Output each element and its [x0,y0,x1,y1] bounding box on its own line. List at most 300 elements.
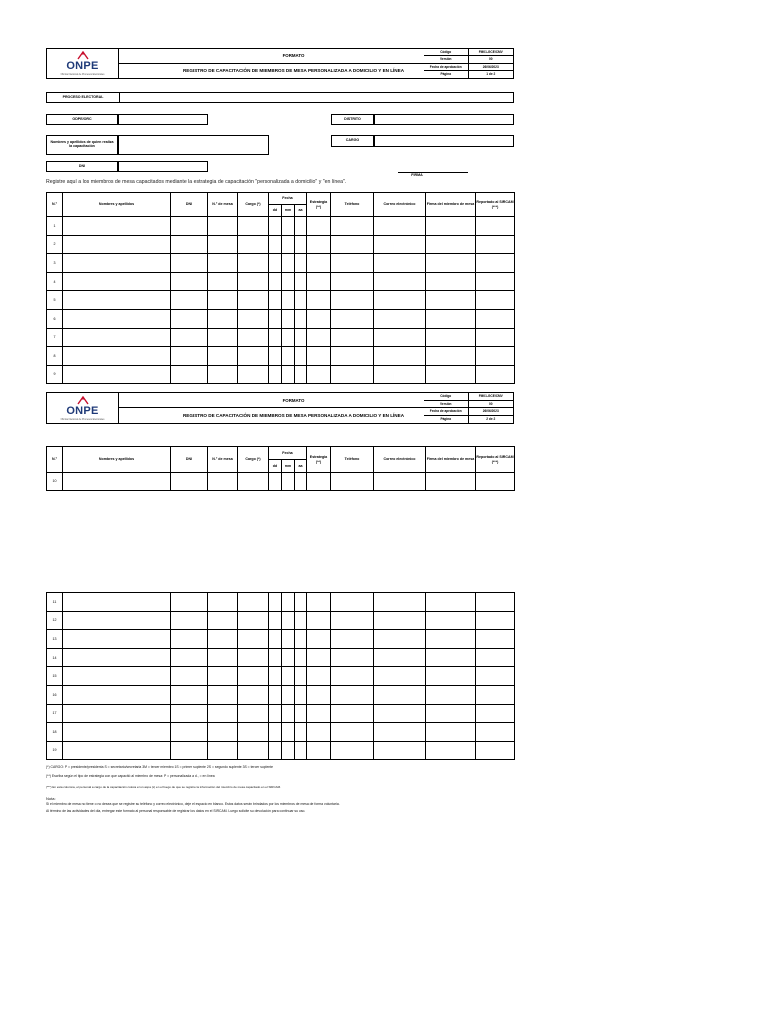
table-cell[interactable] [282,473,295,491]
table-cell[interactable] [238,741,269,760]
table-cell[interactable] [476,723,515,742]
table-cell[interactable] [295,685,307,704]
table-cell[interactable] [426,235,476,254]
table-cell[interactable] [238,291,269,310]
table-cell[interactable] [374,235,426,254]
title-cell [119,393,469,423]
table-cell[interactable] [171,611,208,630]
table-cell[interactable] [238,704,269,723]
table-cell[interactable] [307,328,331,347]
row-number: 16 [47,685,63,704]
table-cell[interactable] [426,685,476,704]
table-cell[interactable] [63,272,171,291]
table-cell[interactable] [374,593,426,612]
header-telefono: Teléfono [331,447,374,473]
meta-key: Versión [424,56,469,62]
table-cell[interactable] [374,365,426,384]
table-cell[interactable] [269,630,282,649]
table-cell[interactable] [282,685,295,704]
table-cell[interactable] [63,741,171,760]
table-cell[interactable] [171,685,208,704]
meta-key: Fecha de aprobación [424,408,469,415]
table-cell[interactable] [374,648,426,667]
table-cell[interactable] [426,365,476,384]
table-cell[interactable] [331,328,374,347]
table-cell[interactable] [63,347,171,366]
table-cell[interactable] [295,611,307,630]
table-cell[interactable] [426,254,476,273]
table-cell[interactable] [208,235,238,254]
table-cell[interactable] [63,217,171,236]
table-cell[interactable] [238,254,269,273]
table-cell[interactable] [171,741,208,760]
table-cell[interactable] [307,254,331,273]
table-cell[interactable] [374,254,426,273]
row-number: 1 [47,217,63,236]
table-cell[interactable] [426,291,476,310]
table-cell[interactable] [238,611,269,630]
table-cell[interactable] [269,667,282,686]
table-cell[interactable] [307,593,331,612]
table-cell[interactable] [295,473,307,491]
table-cell[interactable] [307,611,331,630]
table-cell[interactable] [269,704,282,723]
table-cell[interactable] [282,254,295,273]
proceso-electoral-row [46,92,514,103]
table-cell[interactable] [171,291,208,310]
table-cell[interactable] [307,272,331,291]
header-nombres: Nombres y apellidos [63,447,171,473]
table-cell[interactable] [63,291,171,310]
table-cell[interactable] [295,309,307,328]
table-cell[interactable] [307,667,331,686]
table-cell[interactable] [269,473,282,491]
nombres-capacitador-field[interactable] [118,135,269,155]
proceso-electoral-label: PROCESO ELECTORAL [47,93,120,102]
table-cell[interactable] [282,593,295,612]
logo-cell [47,49,119,78]
table-cell[interactable] [307,235,331,254]
distrito-field[interactable] [374,114,514,125]
table-cell[interactable] [238,723,269,742]
table-cell[interactable] [63,235,171,254]
logo-cell [47,393,119,423]
table-cell[interactable] [476,630,515,649]
table-cell[interactable] [307,685,331,704]
row-number: 15 [47,667,63,686]
table-cell[interactable] [476,593,515,612]
table-cell[interactable] [208,593,238,612]
table-cell[interactable] [331,473,374,491]
table-cell[interactable] [295,741,307,760]
table-cell[interactable] [171,704,208,723]
table-cell[interactable] [269,235,282,254]
meta-value: 00 [488,57,493,62]
meta-key: Página [424,71,469,78]
row-number: 17 [47,704,63,723]
table-cell[interactable] [63,685,171,704]
table-cell[interactable] [295,365,307,384]
table-cell[interactable] [307,347,331,366]
dni-field[interactable] [118,161,208,172]
table-cell[interactable] [171,365,208,384]
table-cell[interactable] [295,217,307,236]
page-number: 2 de 2 [486,417,496,422]
table-cell[interactable] [63,593,171,612]
table-cell[interactable] [238,648,269,667]
table-cell[interactable] [238,593,269,612]
table-cell[interactable] [295,593,307,612]
table-cell[interactable] [295,254,307,273]
title-cell [119,49,469,78]
table-cell[interactable] [238,365,269,384]
table-cell[interactable] [374,291,426,310]
table-cell[interactable] [476,291,515,310]
table-cell[interactable] [171,309,208,328]
table-cell[interactable] [171,347,208,366]
logo-text: ONPE [66,404,99,417]
table-cell[interactable] [331,611,374,630]
table-cell[interactable] [307,217,331,236]
header-block [46,48,514,79]
page-number: 1 de 2 [486,72,496,77]
table-cell[interactable] [331,593,374,612]
table-cell[interactable] [269,309,282,328]
table-cell[interactable] [476,667,515,686]
table-cell[interactable] [374,630,426,649]
row-number: 12 [47,611,63,630]
table-cell[interactable] [269,365,282,384]
table-cell[interactable] [208,254,238,273]
table-cell[interactable] [374,347,426,366]
table-cell[interactable] [282,347,295,366]
table-cell[interactable] [374,217,426,236]
table-cell[interactable] [63,328,171,347]
table-cell[interactable] [295,347,307,366]
table-cell[interactable] [282,723,295,742]
table-cell[interactable] [238,347,269,366]
table-cell[interactable] [269,593,282,612]
table-cell[interactable] [208,685,238,704]
table-cell[interactable] [238,217,269,236]
table-cell[interactable] [331,704,374,723]
table-cell[interactable] [331,648,374,667]
table-cell[interactable] [374,704,426,723]
table-cell[interactable] [331,741,374,760]
table-cell[interactable] [476,272,515,291]
table-cell[interactable] [269,291,282,310]
table-cell[interactable] [295,667,307,686]
table-cell[interactable] [208,365,238,384]
cargo-field[interactable] [374,135,514,147]
table-cell[interactable] [208,328,238,347]
table-cell[interactable] [238,309,269,328]
header-mm: mm [282,460,295,473]
table-cell[interactable] [426,723,476,742]
table-cell[interactable] [63,704,171,723]
table-cell[interactable] [171,667,208,686]
table-cell[interactable] [269,723,282,742]
logo-subtitle: Oficina Nacional de Procesos Electorales [60,73,105,76]
meta-table [424,49,513,78]
table-cell[interactable] [476,365,515,384]
table-cell[interactable] [331,291,374,310]
table-cell[interactable] [307,741,331,760]
distrito-label: DISTRITO [344,116,361,121]
table-cell[interactable] [282,648,295,667]
table-cell[interactable] [171,648,208,667]
table-cell[interactable] [269,254,282,273]
header-mm: mm [282,205,295,217]
row-number: 10 [47,473,63,491]
table-cell[interactable] [426,667,476,686]
header-dni: DNI [171,447,208,473]
table-cell[interactable] [295,291,307,310]
table-row [47,741,515,760]
table-cell[interactable] [63,648,171,667]
table-cell[interactable] [269,217,282,236]
table-cell[interactable] [171,254,208,273]
table-cell[interactable] [63,723,171,742]
table-cell[interactable] [307,723,331,742]
header-estrategia: Estrategia (**) [307,447,331,473]
table-cell[interactable] [171,473,208,491]
meta-value: FM01-GCE/CMV [478,394,503,399]
table-cell[interactable] [331,667,374,686]
table-cell[interactable] [295,272,307,291]
table-row [47,611,515,630]
table-cell[interactable] [171,593,208,612]
table-cell[interactable] [269,611,282,630]
table-cell[interactable] [476,309,515,328]
table-cell[interactable] [331,272,374,291]
table-cell[interactable] [374,685,426,704]
row-number: 5 [47,291,63,310]
table-cell[interactable] [374,611,426,630]
table-cell[interactable] [238,685,269,704]
table-cell[interactable] [426,309,476,328]
table-cell[interactable] [208,630,238,649]
table-cell[interactable] [295,328,307,347]
table-cell[interactable] [295,723,307,742]
header-mesa: N.° de mesa [208,193,238,217]
format-label: FORMATO [119,49,468,64]
table-cell[interactable] [374,309,426,328]
meta-value: FM01-GCE/CMV [478,50,503,55]
header-firma: Firma del miembro de mesa [426,193,476,217]
table-cell[interactable] [295,704,307,723]
table-cell[interactable] [282,741,295,760]
table-cell[interactable] [63,365,171,384]
table-cell[interactable] [63,630,171,649]
table-cell[interactable] [208,272,238,291]
table-cell[interactable] [331,254,374,273]
table-cell[interactable] [476,347,515,366]
row-number: 11 [47,593,63,612]
table-cell[interactable] [63,254,171,273]
meta-value: 00 [488,401,493,406]
table-cell[interactable] [208,347,238,366]
table-cell[interactable] [208,473,238,491]
table-cell[interactable] [426,611,476,630]
table-cell[interactable] [269,741,282,760]
table-row [47,365,515,384]
header-aa: aa [295,205,307,217]
table-cell[interactable] [307,630,331,649]
table-cell[interactable] [426,347,476,366]
proceso-electoral-field[interactable] [120,93,513,102]
table-cell[interactable] [374,328,426,347]
note-cargo: (*) CARGO: P = presidente/presidenta S = secretario/secretaria 3M = tercer miembro 1S = primer suplente 2S = segundo suplente 3S = tercer suplente [46,765,274,769]
table-cell[interactable] [331,309,374,328]
table-cell[interactable] [269,347,282,366]
table-cell[interactable] [171,630,208,649]
table-cell[interactable] [63,473,171,491]
table-cell[interactable] [295,630,307,649]
table-cell[interactable] [476,254,515,273]
table-cell[interactable] [426,328,476,347]
table-cell[interactable] [426,648,476,667]
table-cell[interactable] [238,328,269,347]
nota-telefono: Si el miembro de mesa no tiene o no desea que se registre su teléfono y correo electrónico, deje el espacio en blanco. Estos datos serán brindados por los miembros de mesa de forma voluntaria. [46,802,340,806]
table-cell[interactable] [307,309,331,328]
header-cargo: Cargo (*) [238,447,269,473]
odpe-field[interactable] [118,114,208,125]
table-cell[interactable] [295,235,307,254]
table-cell[interactable] [374,473,426,491]
table-cell[interactable] [238,630,269,649]
table-cell[interactable] [63,309,171,328]
meta-value: 26/06/2023 [482,409,499,414]
format-label: FORMATO [119,393,468,408]
table-cell[interactable] [282,235,295,254]
table-cell[interactable] [282,667,295,686]
table-cell[interactable] [238,473,269,491]
table-cell[interactable] [208,704,238,723]
table-cell[interactable] [307,704,331,723]
table-cell[interactable] [282,704,295,723]
meta-key: Código [424,49,469,55]
table-cell[interactable] [171,328,208,347]
onpe-logo-icon [76,396,90,405]
table-cell[interactable] [238,272,269,291]
row-number: 9 [47,365,63,384]
table-cell[interactable] [331,235,374,254]
table-cell[interactable] [331,723,374,742]
header-dd: dd [269,205,282,217]
table-row [47,328,515,347]
table-cell[interactable] [238,667,269,686]
table-cell[interactable] [426,217,476,236]
table-cell[interactable] [63,667,171,686]
header-aa: aa [295,460,307,473]
table-cell[interactable] [476,235,515,254]
table-cell[interactable] [476,611,515,630]
row-number: 2 [47,235,63,254]
table-cell[interactable] [208,217,238,236]
table-cell[interactable] [282,365,295,384]
row-number: 13 [47,630,63,649]
table-cell[interactable] [208,309,238,328]
table-cell[interactable] [476,473,515,491]
meta-key: Versión [424,401,469,408]
table-row [47,235,515,254]
table-cell[interactable] [282,611,295,630]
table-cell[interactable] [426,704,476,723]
table-cell[interactable] [295,648,307,667]
table-cell[interactable] [171,235,208,254]
table-cell[interactable] [269,685,282,704]
table-cell[interactable] [282,630,295,649]
table-cell[interactable] [331,347,374,366]
table-cell[interactable] [476,648,515,667]
table-cell[interactable] [282,309,295,328]
table-cell[interactable] [476,328,515,347]
table-cell[interactable] [374,272,426,291]
table-cell[interactable] [426,630,476,649]
table-cell[interactable] [476,741,515,760]
row-number: 6 [47,309,63,328]
dni-label-box [46,161,118,172]
table-cell[interactable] [269,272,282,291]
meta-value: 26/06/2023 [482,64,499,69]
table-cell[interactable] [208,648,238,667]
table-row [47,272,515,291]
table-cell[interactable] [476,217,515,236]
table-cell[interactable] [426,741,476,760]
table-cell[interactable] [426,473,476,491]
table-cell[interactable] [171,217,208,236]
table-cell[interactable] [171,723,208,742]
table-cell[interactable] [208,611,238,630]
table-cell[interactable] [282,217,295,236]
table-cell[interactable] [307,648,331,667]
logo-subtitle: Oficina Nacional de Procesos Electorales [60,417,105,421]
table-cell[interactable] [282,272,295,291]
table-cell[interactable] [331,630,374,649]
table-cell[interactable] [208,723,238,742]
table-cell[interactable] [476,685,515,704]
table-body-page2a [47,473,515,491]
table-cell[interactable] [269,648,282,667]
table-cell[interactable] [208,291,238,310]
table-cell[interactable] [331,685,374,704]
table-cell[interactable] [63,611,171,630]
registro-table-page1 [46,192,515,384]
table-cell[interactable] [269,328,282,347]
table-cell[interactable] [476,704,515,723]
table-cell[interactable] [208,667,238,686]
table-cell[interactable] [374,667,426,686]
table-cell[interactable] [282,328,295,347]
table-cell[interactable] [307,365,331,384]
table-cell[interactable] [426,272,476,291]
table-cell[interactable] [331,217,374,236]
table-cell[interactable] [282,291,295,310]
table-cell[interactable] [426,593,476,612]
table-row [47,254,515,273]
table-cell[interactable] [374,723,426,742]
row-number: 3 [47,254,63,273]
table-cell[interactable] [208,741,238,760]
table-cell[interactable] [331,365,374,384]
table-cell[interactable] [238,235,269,254]
header-dni: DNI [171,193,208,217]
table-cell[interactable] [171,272,208,291]
table-cell[interactable] [374,741,426,760]
table-cell[interactable] [307,291,331,310]
table-cell[interactable] [307,473,331,491]
